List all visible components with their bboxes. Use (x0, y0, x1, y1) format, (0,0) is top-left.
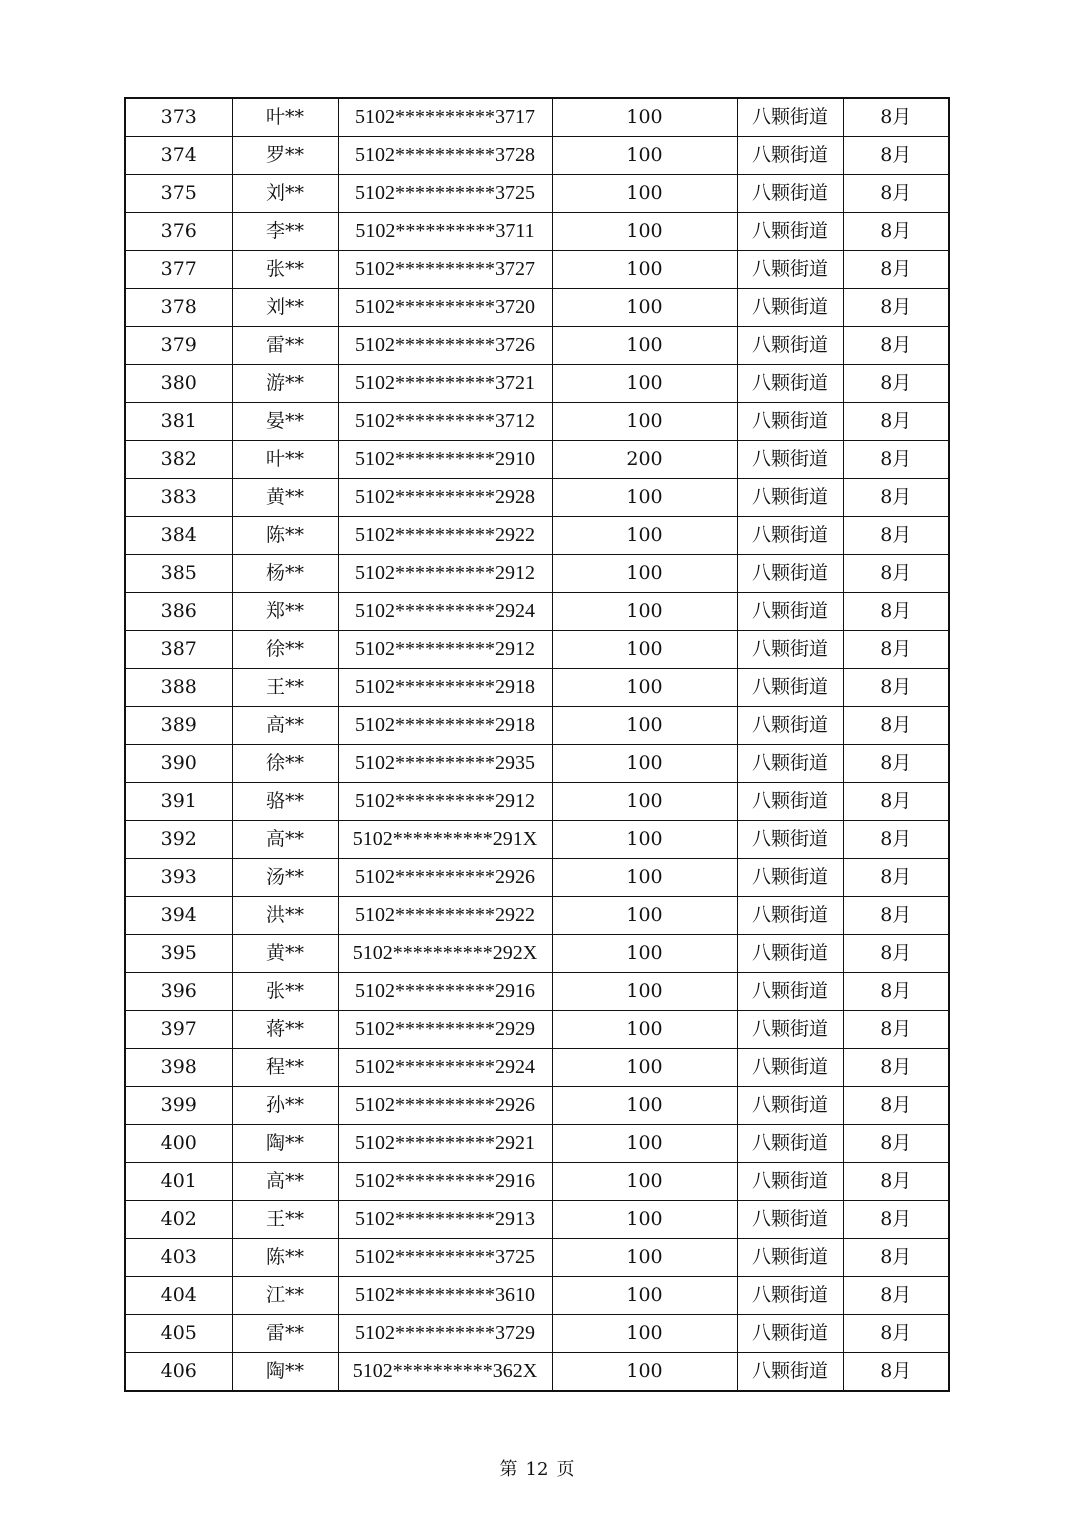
cell-month: 8月 (843, 1011, 949, 1049)
cell-street: 八颗街道 (737, 897, 843, 935)
cell-id-number: 5102**********2921 (338, 1125, 552, 1163)
cell-number: 377 (125, 251, 232, 289)
cell-id-number: 5102**********2924 (338, 1049, 552, 1087)
cell-name: 黄** (232, 479, 338, 517)
cell-street: 八颗街道 (737, 1277, 843, 1315)
cell-name: 叶** (232, 98, 338, 137)
cell-month: 8月 (843, 555, 949, 593)
cell-name: 陈** (232, 1239, 338, 1277)
table-row (125, 517, 949, 555)
cell-id-number: 5102**********2918 (338, 707, 552, 745)
cell-number: 398 (125, 1049, 232, 1087)
cell-street: 八颗街道 (737, 593, 843, 631)
subsidy-roster-table (124, 97, 950, 1392)
cell-id-number: 5102**********2924 (338, 593, 552, 631)
cell-name: 汤** (232, 859, 338, 897)
table-row (125, 631, 949, 669)
cell-id-number: 5102**********3727 (338, 251, 552, 289)
cell-id-number: 5102**********2928 (338, 479, 552, 517)
cell-amount: 100 (552, 669, 737, 707)
cell-id-number: 5102**********2922 (338, 517, 552, 555)
cell-amount: 100 (552, 973, 737, 1011)
table-row (125, 1163, 949, 1201)
cell-id-number: 5102**********2916 (338, 973, 552, 1011)
cell-id-number: 5102**********291X (338, 821, 552, 859)
cell-id-number: 5102**********2918 (338, 669, 552, 707)
cell-month: 8月 (843, 175, 949, 213)
cell-month: 8月 (843, 251, 949, 289)
cell-number: 399 (125, 1087, 232, 1125)
cell-amount: 100 (552, 783, 737, 821)
cell-name: 雷** (232, 1315, 338, 1353)
cell-name: 骆** (232, 783, 338, 821)
cell-street: 八颗街道 (737, 479, 843, 517)
cell-number: 405 (125, 1315, 232, 1353)
cell-amount: 100 (552, 1239, 737, 1277)
cell-name: 王** (232, 669, 338, 707)
cell-street: 八颗街道 (737, 1087, 843, 1125)
cell-month: 8月 (843, 897, 949, 935)
cell-id-number: 5102**********2916 (338, 1163, 552, 1201)
cell-name: 陶** (232, 1125, 338, 1163)
cell-name: 叶** (232, 441, 338, 479)
cell-name: 张** (232, 973, 338, 1011)
cell-name: 黄** (232, 935, 338, 973)
page-number: 12 (525, 1459, 549, 1480)
cell-month: 8月 (843, 137, 949, 175)
cell-street: 八颗街道 (737, 1315, 843, 1353)
cell-id-number: 5102**********2922 (338, 897, 552, 935)
cell-id-number: 5102**********3725 (338, 1239, 552, 1277)
cell-name: 程** (232, 1049, 338, 1087)
cell-name: 王** (232, 1201, 338, 1239)
cell-amount: 100 (552, 1277, 737, 1315)
cell-number: 376 (125, 213, 232, 251)
cell-id-number: 5102**********2913 (338, 1201, 552, 1239)
cell-number: 384 (125, 517, 232, 555)
cell-number: 402 (125, 1201, 232, 1239)
cell-amount: 100 (552, 897, 737, 935)
cell-number: 386 (125, 593, 232, 631)
table-row (125, 973, 949, 1011)
table-row (125, 669, 949, 707)
cell-id-number: 5102**********3711 (338, 213, 552, 251)
cell-number: 385 (125, 555, 232, 593)
cell-number: 397 (125, 1011, 232, 1049)
cell-number: 379 (125, 327, 232, 365)
table-row (125, 555, 949, 593)
cell-id-number: 5102**********3610 (338, 1277, 552, 1315)
cell-number: 389 (125, 707, 232, 745)
cell-month: 8月 (843, 517, 949, 555)
cell-amount: 100 (552, 517, 737, 555)
cell-month: 8月 (843, 213, 949, 251)
cell-amount: 100 (552, 593, 737, 631)
cell-month: 8月 (843, 1277, 949, 1315)
cell-amount: 200 (552, 441, 737, 479)
cell-name: 刘** (232, 175, 338, 213)
cell-name: 蒋** (232, 1011, 338, 1049)
cell-amount: 100 (552, 175, 737, 213)
table-row (125, 1353, 949, 1392)
cell-street: 八颗街道 (737, 175, 843, 213)
cell-amount: 100 (552, 1049, 737, 1087)
cell-name: 雷** (232, 327, 338, 365)
cell-amount: 100 (552, 403, 737, 441)
cell-number: 400 (125, 1125, 232, 1163)
cell-amount: 100 (552, 1315, 737, 1353)
cell-name: 晏** (232, 403, 338, 441)
cell-month: 8月 (843, 403, 949, 441)
cell-month: 8月 (843, 745, 949, 783)
cell-name: 高** (232, 821, 338, 859)
cell-amount: 100 (552, 1011, 737, 1049)
cell-amount: 100 (552, 98, 737, 137)
cell-number: 396 (125, 973, 232, 1011)
cell-month: 8月 (843, 1239, 949, 1277)
cell-id-number: 5102**********2912 (338, 783, 552, 821)
cell-month: 8月 (843, 1125, 949, 1163)
table-row (125, 897, 949, 935)
table-row (125, 935, 949, 973)
cell-name: 张** (232, 251, 338, 289)
table-row (125, 175, 949, 213)
cell-number: 387 (125, 631, 232, 669)
table-row (125, 783, 949, 821)
cell-number: 401 (125, 1163, 232, 1201)
cell-id-number: 5102**********3712 (338, 403, 552, 441)
cell-month: 8月 (843, 1201, 949, 1239)
cell-amount: 100 (552, 821, 737, 859)
cell-month: 8月 (843, 669, 949, 707)
cell-month: 8月 (843, 1049, 949, 1087)
cell-street: 八颗街道 (737, 98, 843, 137)
cell-id-number: 5102**********2910 (338, 441, 552, 479)
table-row (125, 327, 949, 365)
cell-id-number: 5102**********3726 (338, 327, 552, 365)
cell-street: 八颗街道 (737, 935, 843, 973)
cell-month: 8月 (843, 441, 949, 479)
cell-street: 八颗街道 (737, 1125, 843, 1163)
cell-id-number: 5102**********2929 (338, 1011, 552, 1049)
table-row (125, 593, 949, 631)
cell-amount: 100 (552, 935, 737, 973)
cell-name: 李** (232, 213, 338, 251)
cell-name: 游** (232, 365, 338, 403)
cell-month: 8月 (843, 973, 949, 1011)
cell-id-number: 5102**********3721 (338, 365, 552, 403)
cell-street: 八颗街道 (737, 289, 843, 327)
cell-id-number: 5102**********3720 (338, 289, 552, 327)
cell-street: 八颗街道 (737, 517, 843, 555)
cell-street: 八颗街道 (737, 441, 843, 479)
cell-number: 395 (125, 935, 232, 973)
cell-number: 390 (125, 745, 232, 783)
cell-name: 高** (232, 707, 338, 745)
cell-name: 郑** (232, 593, 338, 631)
cell-street: 八颗街道 (737, 365, 843, 403)
cell-amount: 100 (552, 859, 737, 897)
cell-number: 403 (125, 1239, 232, 1277)
cell-amount: 100 (552, 479, 737, 517)
cell-month: 8月 (843, 1353, 949, 1392)
cell-street: 八颗街道 (737, 745, 843, 783)
cell-number: 404 (125, 1277, 232, 1315)
cell-street: 八颗街道 (737, 213, 843, 251)
cell-id-number: 5102**********2912 (338, 555, 552, 593)
cell-number: 393 (125, 859, 232, 897)
cell-amount: 100 (552, 365, 737, 403)
table-row (125, 1277, 949, 1315)
cell-number: 392 (125, 821, 232, 859)
page-footer (0, 1455, 1074, 1481)
cell-name: 徐** (232, 631, 338, 669)
cell-id-number: 5102**********3729 (338, 1315, 552, 1353)
cell-month: 8月 (843, 593, 949, 631)
roster-body (125, 98, 949, 1391)
cell-street: 八颗街道 (737, 555, 843, 593)
table-row (125, 98, 949, 137)
cell-month: 8月 (843, 289, 949, 327)
cell-number: 374 (125, 137, 232, 175)
cell-amount: 100 (552, 555, 737, 593)
cell-month: 8月 (843, 1087, 949, 1125)
cell-name: 孙** (232, 1087, 338, 1125)
table-row (125, 403, 949, 441)
cell-id-number: 5102**********362X (338, 1353, 552, 1392)
cell-amount: 100 (552, 251, 737, 289)
table-row (125, 289, 949, 327)
cell-month: 8月 (843, 479, 949, 517)
cell-month: 8月 (843, 707, 949, 745)
cell-id-number: 5102**********2912 (338, 631, 552, 669)
cell-amount: 100 (552, 631, 737, 669)
table-row (125, 441, 949, 479)
table-row (125, 859, 949, 897)
cell-amount: 100 (552, 327, 737, 365)
cell-number: 373 (125, 98, 232, 137)
cell-number: 391 (125, 783, 232, 821)
cell-street: 八颗街道 (737, 1011, 843, 1049)
cell-month: 8月 (843, 783, 949, 821)
cell-month: 8月 (843, 1315, 949, 1353)
page-footer-suffix: 页 (556, 1459, 575, 1480)
table-row (125, 1011, 949, 1049)
table-row (125, 821, 949, 859)
table-row (125, 1201, 949, 1239)
cell-number: 382 (125, 441, 232, 479)
cell-amount: 100 (552, 137, 737, 175)
cell-name: 陈** (232, 517, 338, 555)
cell-amount: 100 (552, 1353, 737, 1392)
cell-number: 378 (125, 289, 232, 327)
cell-amount: 100 (552, 707, 737, 745)
cell-street: 八颗街道 (737, 821, 843, 859)
cell-amount: 100 (552, 1163, 737, 1201)
cell-street: 八颗街道 (737, 859, 843, 897)
cell-number: 406 (125, 1353, 232, 1392)
page-footer-prefix: 第 (499, 1459, 518, 1480)
cell-month: 8月 (843, 98, 949, 137)
table-row (125, 1315, 949, 1353)
cell-amount: 100 (552, 1125, 737, 1163)
cell-name: 罗** (232, 137, 338, 175)
table-row (125, 251, 949, 289)
cell-street: 八颗街道 (737, 137, 843, 175)
cell-name: 陶** (232, 1353, 338, 1392)
table-row (125, 1125, 949, 1163)
cell-amount: 100 (552, 289, 737, 327)
cell-number: 383 (125, 479, 232, 517)
cell-month: 8月 (843, 1163, 949, 1201)
cell-id-number: 5102**********3717 (338, 98, 552, 137)
cell-name: 刘** (232, 289, 338, 327)
cell-name: 徐** (232, 745, 338, 783)
cell-month: 8月 (843, 821, 949, 859)
cell-street: 八颗街道 (737, 669, 843, 707)
table-row (125, 137, 949, 175)
cell-number: 394 (125, 897, 232, 935)
cell-number: 380 (125, 365, 232, 403)
table-row (125, 1049, 949, 1087)
cell-street: 八颗街道 (737, 327, 843, 365)
cell-street: 八颗街道 (737, 1201, 843, 1239)
cell-street: 八颗街道 (737, 1163, 843, 1201)
cell-id-number: 5102**********3725 (338, 175, 552, 213)
table-row (125, 745, 949, 783)
cell-amount: 100 (552, 1087, 737, 1125)
cell-id-number: 5102**********3728 (338, 137, 552, 175)
cell-street: 八颗街道 (737, 973, 843, 1011)
cell-amount: 100 (552, 745, 737, 783)
cell-amount: 100 (552, 213, 737, 251)
table-row (125, 479, 949, 517)
cell-number: 375 (125, 175, 232, 213)
cell-month: 8月 (843, 365, 949, 403)
cell-street: 八颗街道 (737, 251, 843, 289)
cell-street: 八颗街道 (737, 631, 843, 669)
cell-month: 8月 (843, 935, 949, 973)
cell-month: 8月 (843, 631, 949, 669)
cell-month: 8月 (843, 859, 949, 897)
cell-id-number: 5102**********2926 (338, 859, 552, 897)
cell-street: 八颗街道 (737, 403, 843, 441)
cell-number: 388 (125, 669, 232, 707)
table-row (125, 1239, 949, 1277)
table-row (125, 365, 949, 403)
cell-amount: 100 (552, 1201, 737, 1239)
cell-name: 杨** (232, 555, 338, 593)
cell-id-number: 5102**********2935 (338, 745, 552, 783)
table-row (125, 1087, 949, 1125)
cell-street: 八颗街道 (737, 1353, 843, 1392)
cell-street: 八颗街道 (737, 783, 843, 821)
cell-id-number: 5102**********292X (338, 935, 552, 973)
cell-name: 江** (232, 1277, 338, 1315)
table-row (125, 707, 949, 745)
cell-name: 洪** (232, 897, 338, 935)
cell-id-number: 5102**********2926 (338, 1087, 552, 1125)
cell-number: 381 (125, 403, 232, 441)
cell-month: 8月 (843, 327, 949, 365)
table-row (125, 213, 949, 251)
cell-street: 八颗街道 (737, 1049, 843, 1087)
cell-street: 八颗街道 (737, 707, 843, 745)
cell-street: 八颗街道 (737, 1239, 843, 1277)
cell-name: 高** (232, 1163, 338, 1201)
